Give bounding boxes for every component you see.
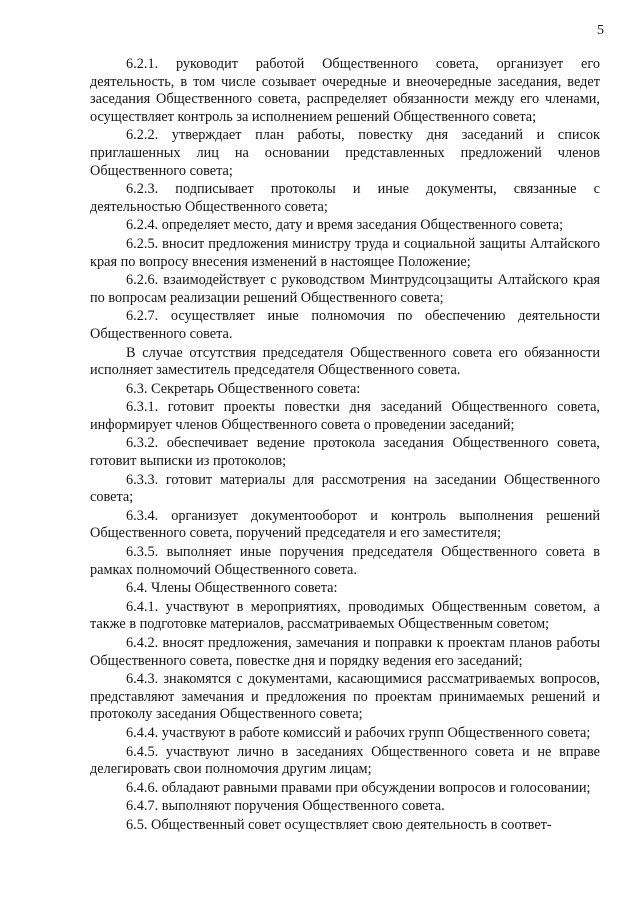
paragraph-6-4-5: 6.4.5. участвуют лично в заседаниях Общественного совета и не вправе делегировать свои полномочия другим лицам;	[90, 743, 600, 778]
paragraph-6-2-1: 6.2.1. руководит работой Общественного совета, организует его деятельность, в том числе созывает очередные и внеочередные заседания, ведет заседания Общественного совета, распределяет обязанности между его членами, осуществляет контроль за исполнением решений Общественного совета;	[90, 56, 600, 125]
paragraph-6-2-3: 6.2.3. подписывает протоколы и иные документы, связанные с деятельностью Общественного совета;	[90, 181, 600, 215]
paragraph-6-4-7: 6.4.7. выполняют поручения Общественного совета.	[126, 798, 445, 815]
paragraph-6-2-2: 6.2.2. утверждает план работы, повестку дня заседаний и список приглашенных лиц на основании представленных предложений членов Общественного совета;	[90, 127, 600, 179]
heading-6-4-members: 6.4. Члены Общественного совета:	[126, 580, 338, 597]
paragraph-6-3-3: 6.3.3. готовит материалы для рассмотрения на заседании Общественного совета;	[90, 471, 600, 506]
paragraph-6-4-6: 6.4.6. обладают равными правами при обсуждении вопросов и голосовании;	[126, 779, 591, 796]
paragraph-6-2-5: 6.2.5. вносит предложения министру труда и социальной защиты Алтайского края по вопросу внесения изменений в настоящее Положение;	[90, 235, 600, 270]
paragraph-6-4-4: 6.4.4. участвуют в работе комиссий и рабочих групп Общественного совета;	[126, 724, 591, 741]
paragraph-6-2-6: 6.2.6. взаимодействует с руководством Минтрудсоцзащиты Алтайского края по вопросам реализации решений Общественного совета;	[90, 272, 600, 306]
paragraph-6-3-4: 6.3.4. организует документооборот и контроль выполнения решений Общественного совета, поручений председателя и его заместителя;	[90, 507, 600, 542]
page-number: 5	[597, 23, 604, 38]
paragraph-6-4-2: 6.4.2. вносят предложения, замечания и поправки к проектам планов работы Общественного совета, повестке дня и порядку ведения его заседаний;	[90, 635, 600, 669]
document-body	[90, 56, 600, 836]
paragraph-6-2-7: 6.2.7. осуществляет иные полномочия по обеспечению деятельности Общественного совета.	[90, 308, 600, 342]
paragraph-6-4-3: 6.4.3. знакомятся с документами, касающимися рассматриваемых вопросов, представляют замечания и предложения по проектам принимаемых решений и протоколу заседания Общественного совета;	[90, 671, 600, 723]
paragraph-6-2-4: 6.2.4. определяет место, дату и время заседания Общественного совета;	[126, 217, 564, 234]
paragraph-6-3-1: 6.3.1. готовит проекты повестки дня заседаний Общественного совета, информирует членов Общественного совета о проведении заседаний;	[90, 399, 600, 433]
paragraph-6-3-5: 6.3.5. выполняет иные поручения председателя Общественного совета в рамках полномочий Общественного совета.	[90, 544, 600, 578]
paragraph-6-3-2: 6.3.2. обеспечивает ведение протокола заседания Общественного совета, готовит выписки из протоколов;	[90, 435, 600, 470]
paragraph-chair-absence: В случае отсутствия председателя Общественного совета его обязанности исполняет заместитель председателя Общественного совета.	[90, 344, 600, 379]
paragraph-6-4-1: 6.4.1. участвуют в мероприятиях, проводимых Общественным советом, а также в подготовке материалов, рассматриваемых Общественным советом;	[90, 598, 600, 633]
paragraph-6-5: 6.5. Общественный совет осуществляет свою деятельность в соответ-	[126, 816, 552, 833]
heading-6-3-secretary: 6.3. Секретарь Общественного совета:	[126, 380, 361, 397]
